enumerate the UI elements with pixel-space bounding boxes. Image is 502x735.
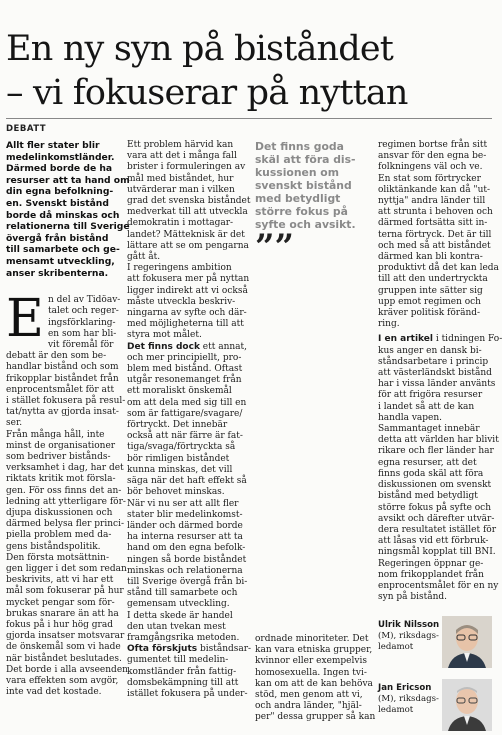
text-line: vit föremål för — [47, 339, 114, 350]
text-line: istället fokusera på under- — [127, 688, 248, 699]
text-line: detta att världen har blivit — [378, 435, 499, 446]
text-line: Ett problem härvid kan — [127, 140, 234, 150]
text-line: bistånd med betydligt — [378, 491, 478, 502]
header-rule — [6, 118, 492, 119]
text-line: resurser att ta hand om — [6, 174, 130, 186]
column-3-text — [255, 634, 376, 724]
text-line: nom frikopplandet från — [378, 569, 484, 580]
text-line: gått åt. — [127, 252, 161, 263]
text-line: tat/nytta av gjorda insat- — [6, 407, 119, 418]
text-line: domsbekämpning till att — [127, 677, 239, 688]
text-line: kräver politisk föränd- — [378, 308, 481, 319]
text-line: medverkat till att utveckla — [127, 207, 248, 218]
text-line: när biståndet beslutades. — [6, 653, 122, 664]
text-line: kan om att de kan behöva — [255, 678, 373, 689]
text-line: talet och reger- — [47, 306, 119, 317]
text-line: handla vapen. — [378, 412, 443, 423]
text-line: gen. För oss finns det an- — [6, 485, 122, 496]
text-line: gjorda insatser motsvarar — [6, 631, 125, 642]
text-line: att låsas vid ett förbruk- — [378, 536, 489, 547]
text-line: produktivt då det kan leda — [378, 263, 499, 274]
text-line: debatt är den som be- — [6, 351, 107, 362]
text-line: diskussionen om svenskt — [378, 480, 492, 491]
text-line: Den första motsättnin- — [6, 552, 110, 563]
quote-mark-icon: ”” — [255, 227, 295, 267]
drop-cap: E — [6, 289, 44, 350]
text-line: också att när färre är fat- — [127, 431, 243, 442]
text-line: piella problem med da- — [6, 530, 112, 541]
text-line: framgångsrika metoden. — [127, 632, 240, 643]
text-line: ser. — [6, 418, 23, 429]
text-line: ha interna resurser att ta — [127, 532, 243, 543]
text-line: om att dela med sig till en — [127, 397, 247, 408]
column-2 — [127, 140, 252, 700]
subhead-line: Det finns dock ett annat, — [127, 341, 248, 352]
text-line: större fokus på — [255, 205, 348, 218]
text-line: bör behovet minskas. — [127, 487, 225, 498]
text-line: n del av Tidöav- — [47, 295, 121, 306]
text-line: en som har bli- — [47, 328, 117, 339]
text-line: och mer principiellt, pro- — [127, 352, 242, 363]
text-line: i stället fokusera på resul- — [6, 395, 126, 406]
text-line: handlar bistånd och som — [6, 362, 119, 373]
text-line: svenskt bistånd — [255, 179, 352, 192]
text-line: inte vad det kostade. — [6, 687, 102, 698]
text-line: Det finns goda — [255, 140, 344, 153]
text-line: tiga/svaga/förtryckta så — [127, 442, 236, 453]
text-line: enprocentsmålet för en ny — [378, 580, 499, 591]
text-line: och med så att biståndet — [378, 240, 491, 251]
text-line: I regeringens ambition — [127, 263, 232, 274]
text-line: avsikt och därefter utvär- — [378, 513, 495, 524]
text-line: landet? Mätteknisk är det — [127, 229, 245, 240]
text-line: de önskemål som vi hade — [6, 642, 121, 653]
text-line: I detta skede är handel — [127, 610, 233, 621]
text-line: utvärderar man i vilken — [127, 184, 235, 195]
text-line: mycket pengar som för- — [6, 597, 115, 608]
text-line: anser skribenterna. — [6, 267, 109, 279]
column-3 — [255, 140, 376, 723]
text-line: Allt fler stater blir — [6, 140, 100, 151]
text-line: att västerländskt bistånd — [378, 368, 492, 379]
author-role: (M), riksdags- — [378, 631, 439, 641]
author-byline — [378, 683, 448, 716]
text-line: riktats kritik mot försla- — [6, 474, 116, 485]
text-line: mensamt utveckling, — [6, 255, 115, 267]
pull-quote — [255, 140, 373, 231]
text-line: syn på bistånd. — [378, 592, 448, 603]
text-line: gumentet till medelin- — [127, 655, 229, 666]
text-line: gemensam utveckling. — [127, 599, 230, 610]
column-4-text — [378, 140, 499, 330]
author-byline — [378, 620, 448, 653]
text-line: demokratin i mottagar- — [127, 218, 234, 229]
author-portrait — [442, 679, 492, 731]
text-line: medelinkomstländer. — [6, 151, 115, 163]
text-line: per" dessa grupper så kan — [255, 712, 376, 723]
text-line: skäl att föra dis- — [255, 153, 356, 166]
text-line: minskas och relationerna — [127, 565, 243, 576]
text-line: ningsmål kopplat till BNI. — [378, 547, 496, 558]
text-line: brister i formuleringen av — [127, 162, 246, 173]
text-line: gruppen inte sätter sig — [378, 285, 483, 296]
text-line: och andra länder, "hjäl- — [255, 701, 362, 712]
text-line: ledning att ytterligare för- — [6, 496, 126, 507]
text-line: att fokusera mer på nyttan — [127, 274, 250, 285]
text-line: gen ligger i det som redan — [6, 564, 127, 574]
column-2-text — [127, 352, 248, 644]
column-2-text — [127, 655, 248, 700]
text-line: enprocentsmålet för att — [6, 384, 115, 395]
text-line: en. Svenskt bistånd — [6, 197, 109, 209]
text-line: När vi nu ser att allt fler — [127, 498, 239, 509]
text-line: gens biståndspolitik. — [6, 541, 101, 552]
text-line: verksamhet i dag, har det — [6, 463, 124, 474]
text-line: övergå från bistånd — [6, 232, 109, 244]
text-line: länder och därmed borde — [127, 520, 243, 531]
author-role: (M), riksdags- — [378, 694, 439, 704]
text-line: ring. — [378, 319, 400, 330]
text-line: Regeringen öppnar ge- — [378, 558, 484, 569]
text-line: ligger indirekt att vi också — [127, 285, 248, 296]
text-line: Sammantaget innebär — [378, 424, 480, 435]
column-2-text — [127, 140, 251, 342]
text-line: ordnade minoriteter. Det — [255, 634, 369, 644]
article-headline — [6, 27, 496, 115]
text-line: styra mot målet. — [127, 330, 202, 341]
text-line: att strunta i behoven och — [378, 207, 493, 218]
text-line: vara att det i många fall — [127, 151, 237, 162]
text-line: terna förtryck. Det är till — [378, 229, 492, 240]
column-1 — [6, 140, 130, 698]
text-line: i landet så att de kan — [378, 401, 475, 412]
text-line: Därmed borde de ha — [6, 163, 113, 175]
column-4 — [378, 140, 502, 603]
column-4-text — [378, 345, 499, 604]
text-line: folkningens väl och ve. — [378, 162, 483, 173]
text-line: minst de organisationer — [6, 440, 116, 451]
text-line: med möjligheterna till att — [127, 319, 244, 330]
text-line: hand om den egna befolk- — [127, 543, 246, 554]
text-line: därmed fortsätta sitt in- — [378, 218, 488, 229]
text-line: som bedriver bistånds- — [6, 451, 111, 462]
text-line: den utan tvekan mest — [127, 621, 226, 632]
subhead-line: I en artikel i tidningen Fo- — [378, 334, 502, 345]
text-line: blem med bistånd. Oftast — [127, 364, 243, 375]
text-line: ingsförklaring- — [47, 317, 116, 328]
text-line: större fokus på syfte och — [378, 502, 492, 513]
text-line: finns goda skäl att föra — [378, 468, 484, 479]
text-line: stater blir medelinkomst- — [127, 509, 243, 520]
author-role: ledamot — [378, 642, 414, 652]
text-line: komstländer från fattig- — [127, 666, 237, 677]
text-line: upp emot regimen och — [378, 296, 481, 307]
author-name: Ulrik Nilsson — [378, 620, 440, 630]
text-line: borde då minskas och — [6, 209, 120, 221]
text-line: relationerna till Sverige — [6, 221, 130, 233]
text-line: kussionen om — [255, 166, 339, 179]
text-line: din egna befolkning- — [6, 186, 114, 198]
text-line: kvinnor eller exempelvis — [255, 656, 367, 667]
author-name: Jan Ericson — [378, 683, 432, 693]
text-line: med betydligt — [255, 192, 341, 205]
subhead-line: Ofta förskjuts biståndsar- — [127, 644, 252, 655]
text-line: måste utveckla beskriv- — [127, 296, 236, 307]
section-label: DEBATT — [6, 124, 47, 134]
text-line: mål som fokuserar på hur — [6, 586, 124, 597]
text-line: kunna minskas, det vill — [127, 464, 233, 475]
text-line: djupa diskussionen och — [6, 507, 113, 518]
text-line: brukas snarare än att ha — [6, 608, 119, 619]
text-line: till att den undertryckta — [378, 274, 488, 285]
text-line: kan vara etniska grupper, — [255, 645, 373, 656]
text-line: förtryckt. Det innebär — [127, 420, 228, 431]
column-1-body — [6, 351, 128, 698]
text-line: rikare och fler länder har — [378, 446, 494, 457]
text-line: En stat som förtrycker — [378, 173, 481, 184]
body-start — [6, 289, 128, 698]
text-line: ningarna av syfte och där- — [127, 308, 247, 319]
text-line: egna resurser, att det — [378, 457, 477, 468]
headline-line: En ny syn på biståndet — [6, 29, 394, 70]
text-line: lättare att se om pengarna — [127, 240, 249, 251]
text-line: vara effekten som avgör, — [6, 676, 119, 687]
text-line: ansvar för den egna be- — [378, 151, 487, 162]
headline-line: – vi fokuserar på nyttan — [6, 73, 408, 114]
text-line: säga när det haft effekt så — [127, 476, 247, 487]
text-line: till samarbete och ge- — [6, 244, 120, 256]
text-line: därmed kan bli kontra- — [378, 252, 483, 263]
text-line: dera resultatet istället för — [378, 524, 497, 535]
author-portrait — [442, 616, 492, 668]
text-line: grad det svenska biståndet — [127, 196, 251, 207]
text-line: fokus på i hur hög grad — [6, 620, 113, 631]
text-line: mål med biståndet, hur — [127, 173, 234, 184]
text-line: beskrivits, att vi har ett — [6, 575, 114, 586]
text-line: stöd, men genom att vi, — [255, 690, 363, 701]
text-line: för att frigöra resurser — [378, 390, 483, 401]
text-line: som är fattigare/svagare/ — [127, 408, 243, 419]
text-line: har i vissa länder använts — [378, 379, 496, 390]
text-line: regimen bortse från sitt — [378, 140, 488, 150]
text-line: därmed belysa fler princi- — [6, 519, 124, 530]
text-line: Från många håll, inte — [6, 429, 105, 440]
text-line: oliktänkande kan då "ut- — [378, 184, 491, 195]
text-line: ett moraliskt önskemål — [127, 386, 232, 397]
text-line: frikopplar biståndet från — [6, 373, 119, 384]
text-line: ningen så borde biståndet — [127, 554, 247, 565]
text-line: kus anger en dansk bi- — [378, 345, 482, 356]
text-line: syfte och avsikt. — [255, 218, 356, 231]
text-line: till Sverige övergå från bi- — [127, 576, 248, 587]
text-line: ståndsarbetare i princip — [378, 356, 489, 367]
author-role: ledamot — [378, 705, 414, 715]
text-line: bör rimligen biståndet — [127, 453, 230, 464]
lead-paragraph — [6, 140, 130, 279]
text-line: stånd till samarbete och — [127, 588, 238, 599]
text-line: Det borde i alla avseenden — [6, 664, 128, 675]
text-line: utgår resonemanget från — [127, 375, 242, 386]
text-line: nyttja" andra länder till — [378, 196, 486, 207]
text-line: homosexuella. Ingen tvi- — [255, 667, 367, 678]
